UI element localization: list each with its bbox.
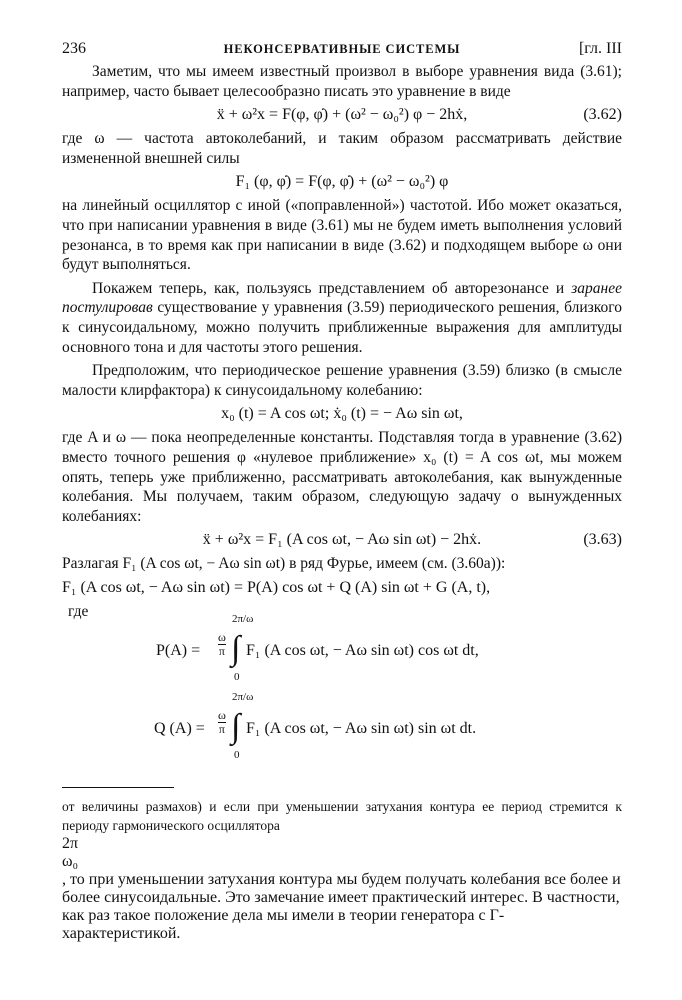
equation-3-62-formula: ẍ + ω²x = F(φ, φ̇) + (ω² − ω₀²) φ − 2hẋ, bbox=[216, 106, 468, 124]
integral-p-body: F₁ (A cos ωt, − Aω sin ωt) cos ωt dt, bbox=[246, 642, 479, 660]
integral-p bbox=[62, 613, 622, 684]
page-header bbox=[62, 36, 622, 62]
paragraph-6: где A и ω — пока неопределенные константы. Подставляя тогда в уравнение (3.62) вместо точного решения φ «нулевое приближение» x₀ (t) = A cos ωt, мы можем опять, теперь уже приближенно, рассматривать автоколебания, как вынужденные колебания. Мы получаем, таким образом, следующую задачу о вынужденных колебаниях: bbox=[62, 429, 622, 525]
paragraph-4-end: существование у уравнения (3.59) периодического решения, близкого к синусоидальному, можно получить приближенные выражения для амплитуды основного тона и для частоты этого решения. bbox=[62, 299, 622, 356]
integral-p-lower: 0 bbox=[234, 671, 240, 684]
integral-p-upper: 2π/ω bbox=[232, 613, 254, 626]
paragraph-5: Предположим, что периодическое решение уравнения (3.59) близко (в смысле малости клирфактора) к синусоидальному колебанию: bbox=[62, 362, 622, 399]
integral-q-body: F₁ (A cos ωt, − Aω sin ωt) sin ωt dt. bbox=[246, 720, 477, 738]
integral-p-coef-num: ω bbox=[218, 630, 226, 645]
paragraph-4 bbox=[62, 279, 622, 357]
equation-3-62 bbox=[62, 105, 622, 125]
equation-fourier: F₁ (A cos ωt, − Aω sin ωt) = P(A) cos ωt + Q (A) sin ωt + G (A, t), bbox=[62, 578, 491, 596]
integral-q-coef-num: ω bbox=[218, 708, 226, 723]
integral-sign-icon: ∫ bbox=[231, 630, 241, 668]
footnote-fraction-den: ω₀ bbox=[62, 853, 79, 871]
paragraph-7: Разлагая F₁ (A cos ωt, − Aω sin ωt) в ряд Фурье, имеем (см. (3.60а)): bbox=[62, 555, 506, 573]
chapter-ref: [гл. III bbox=[578, 40, 622, 57]
footnote-part-2: , то при уменьшении затухания контура мы будем получать колебания все более и более синусоидальные. Это замечание имеет практический интерес. В частности, как раз такое положение дела мы имели в теории генератора с Г-характеристикой. bbox=[62, 871, 621, 943]
paragraph-4-start: Покажем теперь, как, пользуясь представлением об авторезонансе и bbox=[92, 279, 572, 297]
equation-f1-definition: F₁ (φ, φ̇) = F(φ, φ̇) + (ω² − ω₀²) φ bbox=[235, 173, 449, 191]
equation-3-63-formula: ẍ + ω²x = F₁ (A cos ωt, − Aω sin ωt) − 2hẋ. bbox=[202, 531, 482, 549]
footnote-fraction-num: 2π bbox=[62, 835, 79, 853]
running-title: НЕКОНСЕРВАТИВНЫЕ СИСТЕМЫ bbox=[223, 42, 461, 56]
footnote-part-1: от величины размахов) и если при уменьшении затухания контура ее период стремится к периоду гармонического осциллятора bbox=[62, 799, 622, 833]
equation-3-63-number: (3.63) bbox=[583, 531, 622, 549]
integral-q-coef-den: π bbox=[218, 722, 225, 737]
integral-q-upper: 2π/ω bbox=[232, 691, 254, 704]
paragraph-3: на линейный осциллятор с иной («поправленной») частотой. Ибо может оказаться, что при написании уравнения в виде (3.61) мы не будем иметь выполнения условий резонанса, в то время как при написании в виде (3.62) и подходящем выборе ω они будут выполняться. bbox=[62, 197, 622, 274]
page-number: 236 bbox=[62, 40, 86, 57]
page bbox=[62, 36, 622, 943]
integral-q-lhs: Q (A) = bbox=[154, 720, 205, 738]
where-label: где bbox=[68, 602, 89, 620]
integral-q-coef bbox=[218, 709, 226, 736]
paragraph-4-italic: заранее постулировав bbox=[62, 279, 622, 317]
integral-sign-icon: ∫ bbox=[231, 708, 241, 746]
footnote bbox=[62, 798, 622, 835]
footnote-divider bbox=[62, 787, 174, 788]
integral-p-coef bbox=[218, 631, 226, 658]
paragraph-2: где ω — частота автоколебаний, и таким образом рассматривать действие измененной внешней силы bbox=[62, 130, 622, 167]
equation-3-63 bbox=[62, 530, 622, 550]
equation-x0: x₀ (t) = A cos ωt; ẋ₀ (t) = − Aω sin ωt, bbox=[221, 405, 463, 423]
equation-3-62-number: (3.62) bbox=[583, 106, 622, 124]
integral-q-lower: 0 bbox=[234, 749, 240, 762]
paragraph-1: Заметим, что мы имеем известный произвол в выборе уравнения вида (3.61); например, часто бывает целесообразно писать это уравнение в виде bbox=[62, 63, 622, 100]
integral-p-lhs: P(A) = bbox=[156, 642, 201, 660]
integral-p-coef-den: π bbox=[218, 644, 225, 659]
integral-q bbox=[62, 691, 622, 762]
